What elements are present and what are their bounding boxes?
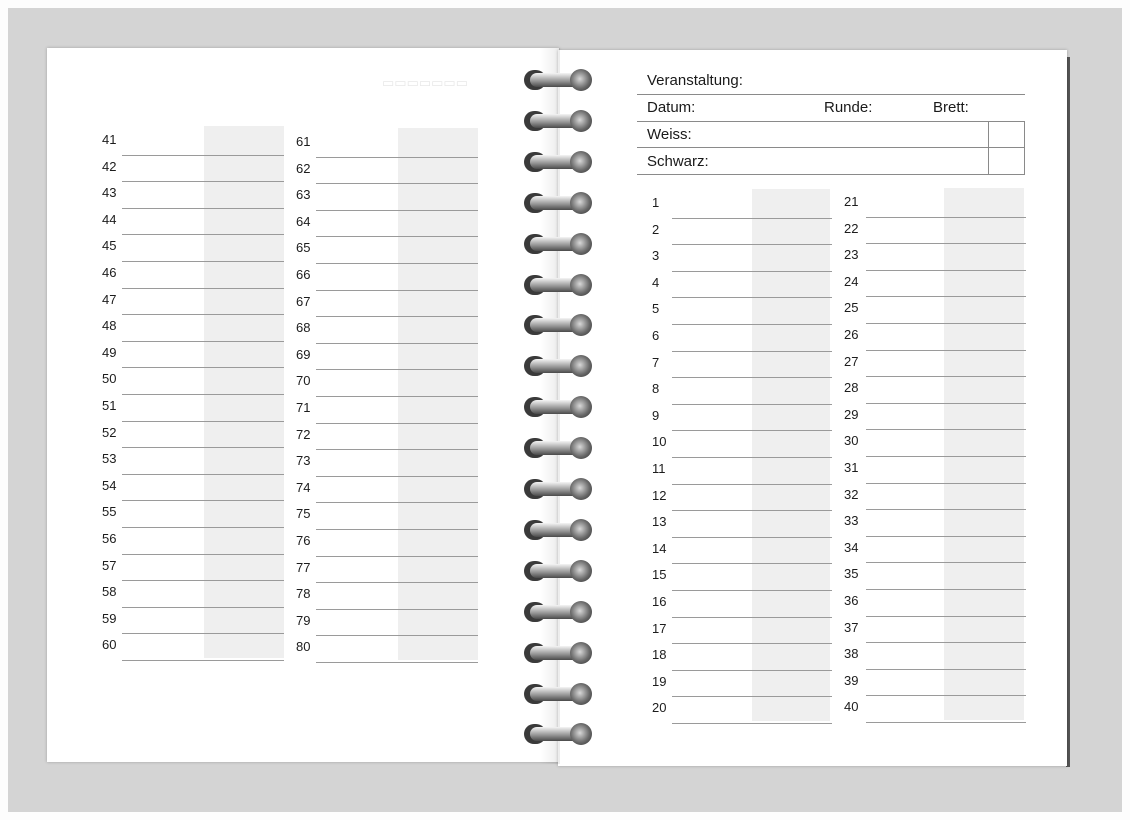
move-number: 41 [102,132,117,147]
move-number: 18 [652,647,667,663]
move-row [652,195,832,222]
move-number: 72 [296,426,311,442]
move-entry-line [122,500,284,501]
move-row [296,480,478,507]
move-number: 9 [652,407,660,423]
move-entry-line [122,474,284,475]
move-number: 74 [296,479,311,495]
move-row [102,504,284,531]
move-entry-line [866,456,1026,457]
coil-hole-right [570,151,592,173]
move-entry-line [122,288,284,289]
move-number: 80 [296,639,311,655]
move-entry-line [672,430,832,431]
move-number: 45 [102,238,117,254]
move-entry-line [672,537,832,538]
move-entry-line [122,234,284,235]
spiral-coil [520,313,594,337]
move-entry-line [122,155,284,156]
move-row [102,238,284,265]
spiral-coil [520,722,594,746]
move-number: 15 [652,567,667,583]
move-number: 62 [296,160,311,176]
move-number: 37 [844,619,859,635]
move-number: 64 [296,213,311,229]
move-row [102,558,284,585]
move-row [844,487,1026,514]
move-number: 77 [296,559,311,575]
move-row [296,320,478,347]
move-number: 20 [652,700,667,716]
move-row [296,506,478,533]
move-row [652,461,832,488]
move-number: 5 [652,301,660,317]
move-entry-line [122,394,284,395]
move-row [652,514,832,541]
date-label: Datum: [647,99,696,116]
move-number: 75 [296,506,311,522]
move-row [844,513,1026,540]
move-row [296,267,478,294]
move-entry-line [866,217,1026,218]
move-number: 79 [296,612,311,628]
move-number: 32 [844,486,859,502]
move-entry-line [866,403,1026,404]
move-row [844,699,1026,726]
move-number: 58 [102,584,117,600]
move-number: 6 [652,328,660,343]
move-entry-line [866,616,1026,617]
move-entry-line [672,643,832,644]
white-label: Weiss: [647,126,692,143]
move-entry-line [866,722,1026,723]
move-entry-line [122,660,284,661]
move-row [296,400,478,427]
result-box [988,121,1025,174]
move-number: 48 [102,318,117,334]
move-entry-line [316,236,478,237]
move-row [296,161,478,188]
move-number: 52 [102,424,117,440]
move-entry-line [122,181,284,182]
move-row [102,265,284,292]
move-number: 42 [102,158,117,174]
move-row [296,560,478,587]
move-row [296,639,478,666]
move-number: 1 [652,195,660,210]
coil-hole-right [570,274,592,296]
move-number: 38 [844,646,859,662]
move-entry-line [672,484,832,485]
move-entry-line [672,244,832,245]
move-entry-line [672,670,832,671]
move-row [102,398,284,425]
move-number: 76 [296,533,311,548]
move-entry-line [122,527,284,528]
move-entry-line [122,421,284,422]
coil-hole-right [570,396,592,418]
spiral-coil [520,273,594,297]
move-entry-line [316,183,478,184]
move-number: 17 [652,620,667,636]
move-number: 63 [296,187,311,203]
move-number: 4 [652,274,660,290]
move-row [296,427,478,454]
spiral-coil [520,354,594,378]
move-entry-line [316,396,478,397]
coil-hole-right [570,69,592,91]
move-row [652,700,832,727]
move-row [844,327,1026,354]
move-row [844,354,1026,381]
move-number: 54 [102,477,117,493]
move-entry-line [316,502,478,503]
move-number: 26 [844,327,859,342]
move-row [844,300,1026,327]
move-number: 14 [652,540,667,556]
move-entry-line [316,263,478,264]
date-line [637,121,1025,122]
move-number: 67 [296,293,311,309]
move-row [296,134,478,161]
move-number: 33 [844,513,859,529]
move-number: 49 [102,344,117,360]
move-number: 10 [652,434,667,450]
coil-hole-right [570,478,592,500]
move-row [844,433,1026,460]
move-row [296,533,478,560]
move-row [652,541,832,568]
coil-hole-right [570,519,592,541]
move-row [652,488,832,515]
coil-hole-right [570,723,592,745]
move-row [652,408,832,435]
white-line [637,147,1025,148]
move-row [844,646,1026,673]
move-number: 78 [296,586,311,602]
move-row [296,613,478,640]
move-entry-line [316,609,478,610]
move-number: 36 [844,593,859,608]
coil-hole-right [570,642,592,664]
move-entry-line [866,669,1026,670]
move-row [844,221,1026,248]
move-number: 16 [652,594,667,609]
move-row [102,185,284,212]
move-entry-line [316,210,478,211]
move-number: 68 [296,320,311,336]
move-number: 29 [844,406,859,422]
move-number: 50 [102,371,117,387]
spiral-coil [520,682,594,706]
move-row [102,132,284,159]
spiral-coil [520,641,594,665]
move-row [844,274,1026,301]
move-entry-line [672,457,832,458]
move-number: 28 [844,380,859,396]
move-row [102,584,284,611]
move-entry-line [122,261,284,262]
move-row [296,347,478,374]
move-row [102,425,284,452]
spiral-coil [520,68,594,92]
move-number: 34 [844,539,859,555]
move-entry-line [672,510,832,511]
spiral-coil [520,559,594,583]
move-number: 21 [844,194,859,209]
move-number: 25 [844,300,859,316]
move-entry-line [672,723,832,724]
round-label: Runde: [824,99,873,116]
move-entry-line [866,270,1026,271]
move-entry-line [316,662,478,663]
move-row [296,586,478,613]
move-row [652,301,832,328]
move-entry-line [316,157,478,158]
move-column-41-60 [102,132,284,664]
move-entry-line [866,243,1026,244]
move-entry-line [866,562,1026,563]
move-number: 22 [844,220,859,236]
move-row [844,460,1026,487]
black-line [637,174,1025,175]
move-entry-line [866,509,1026,510]
move-number: 44 [102,211,117,227]
move-row [102,611,284,638]
move-row [844,593,1026,620]
spiral-coil [520,436,594,460]
move-row [652,434,832,461]
coil-hole-right [570,601,592,623]
spiral-coil [520,600,594,624]
move-number: 65 [296,240,311,256]
move-number: 19 [652,673,667,689]
move-number: 55 [102,504,117,520]
move-entry-line [672,218,832,219]
move-row [844,673,1026,700]
move-row [652,222,832,249]
move-row [652,248,832,275]
move-entry-line [866,350,1026,351]
move-row [652,674,832,701]
move-entry-line [866,429,1026,430]
move-entry-line [316,476,478,477]
move-row [102,531,284,558]
move-number: 51 [102,398,117,413]
move-number: 69 [296,346,311,362]
move-entry-line [866,642,1026,643]
coil-hole-right [570,437,592,459]
move-entry-line [672,590,832,591]
move-entry-line [672,297,832,298]
move-row [102,318,284,345]
move-row [296,214,478,241]
move-number: 3 [652,248,660,264]
move-number: 61 [296,134,311,149]
move-row [102,478,284,505]
move-row [844,407,1026,434]
coil-hole-right [570,233,592,255]
move-row [844,380,1026,407]
move-number: 70 [296,373,311,389]
move-entry-line [672,404,832,405]
move-row [844,194,1026,221]
move-number: 30 [844,433,859,449]
coil-hole-right [570,192,592,214]
move-entry-line [122,341,284,342]
move-number: 39 [844,672,859,688]
move-number: 13 [652,514,667,530]
bleed-through-text: ▭▭▭▭▭▭▭ [382,75,468,90]
move-number: 7 [652,354,660,370]
move-number: 12 [652,487,667,503]
move-entry-line [316,316,478,317]
spiral-coil [520,477,594,501]
move-number: 31 [844,460,859,475]
event-label: Veranstaltung: [647,72,743,89]
move-row [102,637,284,664]
move-entry-line [672,696,832,697]
move-row [102,292,284,319]
move-number: 71 [296,400,311,415]
move-entry-line [672,617,832,618]
move-row [652,567,832,594]
move-entry-line [316,529,478,530]
move-entry-line [122,447,284,448]
move-row [844,620,1026,647]
coil-hole-right [570,314,592,336]
move-row [102,345,284,372]
move-row [844,247,1026,274]
move-column-21-40 [844,194,1026,726]
move-number: 66 [296,267,311,282]
move-row [102,451,284,478]
move-entry-line [866,536,1026,537]
event-line [637,94,1025,95]
move-entry-line [316,582,478,583]
move-entry-line [672,324,832,325]
move-entry-line [122,607,284,608]
move-entry-line [316,423,478,424]
move-row [652,328,832,355]
move-number: 47 [102,291,117,307]
move-number: 27 [844,353,859,369]
move-row [102,371,284,398]
move-entry-line [316,635,478,636]
spiral-coil [520,395,594,419]
coil-hole-right [570,683,592,705]
move-entry-line [672,563,832,564]
move-number: 40 [844,699,859,715]
board-label: Brett: [933,99,969,116]
move-row [296,187,478,214]
move-number: 56 [102,531,117,546]
black-label: Schwarz: [647,153,709,170]
move-number: 46 [102,265,117,280]
spiral-coil [520,518,594,542]
move-column-61-80 [296,134,478,666]
move-row [652,275,832,302]
move-entry-line [866,695,1026,696]
move-entry-line [316,343,478,344]
move-column-1-20 [652,195,832,727]
move-entry-line [122,208,284,209]
coil-hole-right [570,110,592,132]
move-number: 59 [102,610,117,626]
move-row [652,355,832,382]
spiral-coil [520,109,594,133]
coil-hole-right [570,355,592,377]
move-entry-line [866,296,1026,297]
move-entry-line [122,314,284,315]
move-row [102,212,284,239]
move-number: 43 [102,185,117,201]
move-row [296,453,478,480]
move-number: 57 [102,557,117,573]
spiral-coil [520,232,594,256]
move-number: 35 [844,566,859,582]
move-entry-line [316,449,478,450]
move-number: 73 [296,453,311,469]
move-entry-line [316,556,478,557]
move-row [296,240,478,267]
move-entry-line [672,271,832,272]
move-row [652,647,832,674]
move-number: 60 [102,637,117,653]
move-entry-line [866,376,1026,377]
move-entry-line [122,633,284,634]
move-row [296,373,478,400]
move-entry-line [122,367,284,368]
move-entry-line [866,483,1026,484]
move-entry-line [316,290,478,291]
move-number: 53 [102,451,117,467]
move-entry-line [122,580,284,581]
move-row [296,294,478,321]
move-row [652,594,832,621]
move-entry-line [672,377,832,378]
move-number: 8 [652,381,660,397]
move-row [652,621,832,648]
move-row [844,540,1026,567]
move-entry-line [122,554,284,555]
spiral-coil [520,150,594,174]
spiral-coil [520,191,594,215]
move-number: 2 [652,221,660,237]
move-number: 23 [844,247,859,263]
coil-hole-right [570,560,592,582]
move-row [652,381,832,408]
move-number: 24 [844,273,859,289]
move-entry-line [316,369,478,370]
move-number: 11 [652,461,666,476]
move-row [844,566,1026,593]
move-entry-line [866,323,1026,324]
move-entry-line [672,351,832,352]
move-entry-line [866,589,1026,590]
move-row [102,159,284,186]
